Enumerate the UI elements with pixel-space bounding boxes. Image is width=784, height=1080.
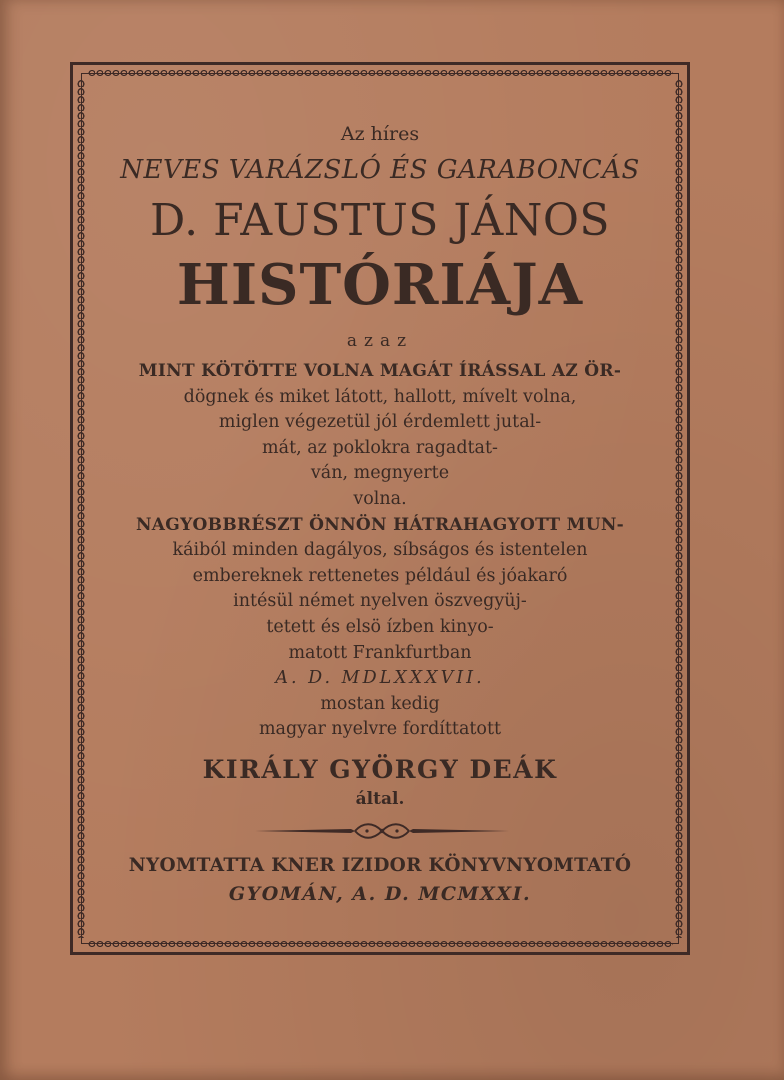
description-line: dögnek és miket látott, hallott, mívelt volna,: [183, 386, 577, 407]
description-line: MINT KÖTÖTTE VOLNA MAGÁT ÍRÁSSAL AZ ÖR-: [138, 361, 622, 381]
printer-line: NYOMTATTA KNER IZIDOR KÖNYVNYOMTATÓ: [128, 855, 632, 876]
description-line: NAGYOBBRÉSZT ÖNNÖN HÁTRAHAGYOTT MUN-: [135, 514, 625, 535]
azaz-line: azaz: [346, 331, 414, 351]
description-line: tetett és elsö ízben kinyo-: [266, 616, 494, 637]
description-line: káiból minden dagályos, síbságos és istentelen: [172, 540, 588, 561]
subtitle-line: NEVES VARÁZSLÓ ÉS GARABONCÁS: [120, 155, 640, 185]
author-name: D. FAUSTUS JÁNOS: [149, 195, 611, 246]
description-line: mát, az poklokra ragadtat-: [262, 437, 498, 458]
description-line: embereknek rettenetes például és jóakaró: [192, 565, 568, 586]
place-date-line: GYOMÁN, A. D. MCMXXI.: [228, 883, 532, 905]
title-page-content: [73, 65, 687, 952]
by-line: által.: [355, 789, 405, 809]
intro-line: Az híres: [340, 123, 420, 145]
translator-name: KIRÁLY GYÖRGY DEÁK: [202, 755, 558, 784]
description-line: matott Frankfurtban: [288, 642, 472, 663]
book-title: HISTÓRIÁJA: [176, 252, 584, 318]
description-line: intésül német nyelven öszvegyüj-: [233, 591, 527, 612]
description-line: volna.: [353, 488, 407, 509]
description-line: mostan kedig: [320, 693, 440, 714]
description-line: ván, megnyerte: [310, 463, 450, 484]
description-line: magyar nyelvre fordíttatott: [258, 719, 502, 740]
ornamental-divider: [251, 820, 513, 842]
description-block: [103, 359, 657, 743]
original-date-line: A. D. MDLXXXVII.: [275, 668, 485, 689]
description-line: miglen végezetül jól érdemlett jutal-: [218, 412, 542, 433]
title-page-frame: [70, 62, 690, 955]
